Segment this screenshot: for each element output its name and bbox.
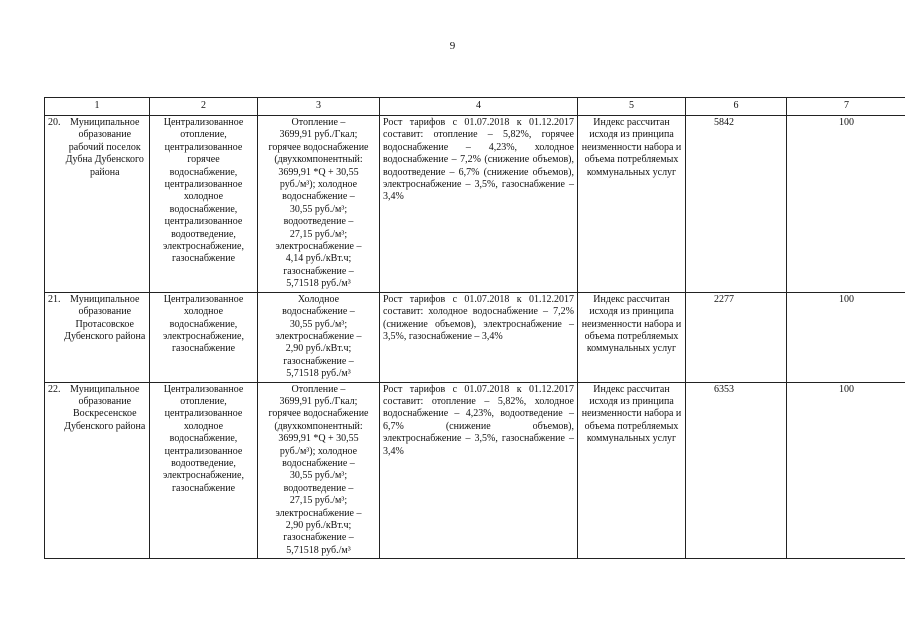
column-header-2: 2	[150, 98, 258, 116]
tariff-line: водоснабжение –	[282, 457, 355, 469]
table-row	[45, 382, 905, 559]
tariffs-cell	[258, 116, 380, 293]
municipality-name: Муниципальное образование Протасовское Дубенского района	[64, 293, 146, 342]
growth-cell: Рост тарифов с 01.07.2018 к 01.12.2017 составит: отопление – 5,82%, горячее водоснабжение – 4,23%, холодное водоснабжение – 7,2% (снижение объемов), водоотведение – 6,7% (снижение объемов), электроснабжение – 3,5%, газоснабжение – 3,4%	[380, 116, 578, 293]
tariff-line: газоснабжение –	[283, 532, 354, 544]
tariff-line: Отопление –	[291, 117, 346, 128]
column-header-4: 4	[380, 98, 578, 116]
tariff-line: 27,15 руб./м³;	[289, 495, 348, 507]
services-cell: Централизованное отопление, централизованное холодное водоснабжение, централизованное водоотведение, электроснабжение, газоснабжение	[150, 382, 258, 559]
population-cell: 2277	[686, 292, 787, 382]
index-note-cell: Индекс рассчитан исходя из принципа неизменности набора и объема потребляемых коммунальных услуг	[578, 382, 686, 559]
growth-cell: Рост тарифов с 01.07.2018 к 01.12.2017 составит: холодное водоснабжение – 7,2% (снижение объемов), электроснабжение – 3,5%, газоснабжение – 3,4%	[380, 292, 578, 382]
tariff-line: горячее водоснабжение	[268, 408, 369, 420]
column-header-7: 7	[787, 98, 905, 116]
tariff-line: 3699,91 *Q + 30,55	[278, 166, 359, 178]
tariff-line: Отопление –	[291, 383, 346, 395]
tariff-line: электроснабжение –	[275, 330, 362, 342]
row-number: 21.	[48, 293, 61, 305]
table-row	[45, 116, 905, 293]
tariff-line: 27,15 руб./м³;	[289, 228, 348, 240]
share-cell: 100	[787, 292, 905, 382]
tariff-table	[44, 97, 905, 559]
tariff-line: водоотведение –	[283, 216, 354, 228]
column-header-3: 3	[258, 98, 380, 116]
share-cell: 100	[787, 116, 905, 293]
column-header-5: 5	[578, 98, 686, 116]
tariffs-cell	[258, 292, 380, 382]
tariff-line: 30,55 руб./м³;	[289, 470, 348, 482]
row-number: 20.	[48, 117, 61, 128]
tariff-line: 5,71518 руб./м³	[286, 278, 351, 290]
table-header-row	[45, 98, 905, 116]
tariff-line: водоснабжение –	[282, 191, 355, 203]
index-note-cell: Индекс рассчитан исходя из принципа неизменности набора и объема потребляемых коммунальных услуг	[578, 116, 686, 293]
municipality-name: Муниципальное образование Воскресенское Дубенского района	[64, 383, 146, 432]
tariff-line: (двухкомпонентный:	[274, 420, 363, 432]
tariff-line: водоснабжение –	[282, 306, 355, 318]
tariff-line: газоснабжение –	[283, 265, 354, 277]
tariff-line: водоотведение –	[283, 482, 354, 494]
column-header-6: 6	[686, 98, 787, 116]
page-number: 9	[449, 40, 456, 52]
tariffs-cell	[258, 382, 380, 559]
tariff-line: газоснабжение –	[283, 355, 354, 367]
tariff-line: 3699,91 руб./Гкал;	[279, 129, 358, 141]
population-cell: 6353	[686, 382, 787, 559]
tariff-line: 2,90 руб./кВт.ч;	[285, 520, 352, 531]
municipality-cell	[45, 116, 150, 293]
tariff-line: 4,14 руб./кВт.ч;	[285, 253, 352, 265]
tariff-line: 30,55 руб./м³;	[289, 203, 348, 215]
tariff-line: руб./м³); холодное	[279, 179, 358, 191]
municipality-name: Муниципальное образование рабочий поселок Дубна Дубенского района	[65, 117, 144, 178]
services-cell: Централизованное холодное водоснабжение, электроснабжение, газоснабжение	[150, 292, 258, 382]
table-row	[45, 292, 905, 382]
tariff-line: 2,90 руб./кВт.ч;	[285, 343, 352, 355]
municipality-cell	[45, 382, 150, 559]
tariff-line: (двухкомпонентный:	[274, 154, 363, 166]
municipality-cell	[45, 292, 150, 382]
tariff-line: электроснабжение –	[275, 241, 362, 253]
tariff-line: 5,71518 руб./м³	[286, 368, 351, 380]
population-cell: 5842	[686, 116, 787, 293]
tariff-line: горячее водоснабжение	[268, 141, 369, 153]
tariff-line: 3699,91 *Q + 30,55	[278, 433, 359, 445]
index-note-cell: Индекс рассчитан исходя из принципа неизменности набора и объема потребляемых коммунальных услуг	[578, 292, 686, 382]
share-cell: 100	[787, 382, 905, 559]
tariff-line: 3699,91 руб./Гкал;	[279, 395, 358, 407]
row-number: 22.	[48, 383, 61, 395]
tariff-line: руб./м³); холодное	[279, 445, 358, 457]
tariff-line: 5,71518 руб./м³	[286, 544, 351, 556]
growth-cell: Рост тарифов с 01.07.2018 к 01.12.2017 составит: отопление – 5,82%, холодное водоснабжение – 4,23%, водоотведение – 6,7% (снижение объемов), электроснабжение – 3,5%, газоснабжение – 3,4%	[380, 382, 578, 559]
tariff-line: Холодное	[297, 293, 340, 305]
tariff-line: электроснабжение –	[275, 507, 362, 519]
tariff-line: 30,55 руб./м³;	[289, 318, 348, 330]
services-cell: Централизованное отопление, централизованное горячее водоснабжение, централизованное холодное водоснабжение, централизованное водоотведение, электроснабжение, газоснабжение	[150, 116, 258, 293]
column-header-1: 1	[45, 98, 150, 116]
